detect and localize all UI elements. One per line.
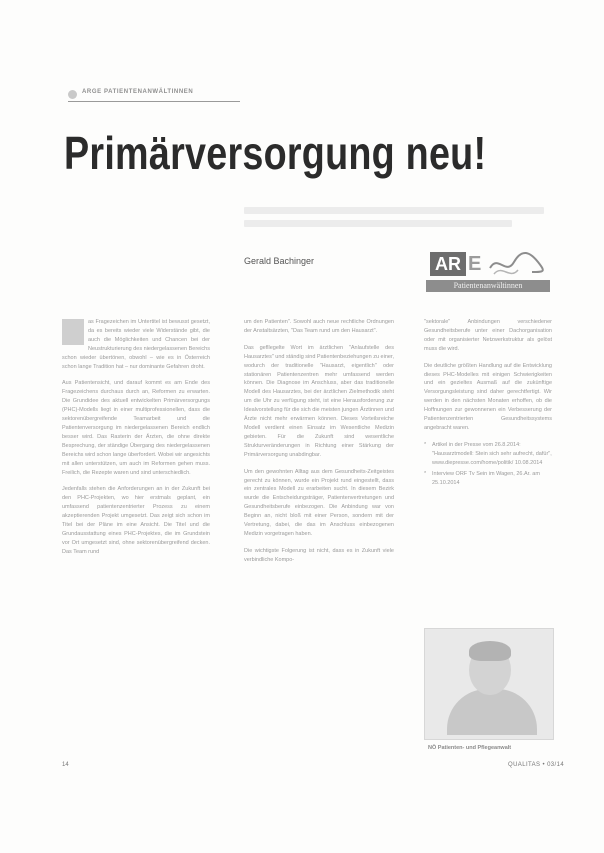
paragraph: as Fragezeichen im Untertitel ist bewusst gesetzt, da es bereits wieder viele Widerstände gibt, die auch die Möglichkeiten und Chancen bei der Neustrukturierung des niedergelassenen Bereichs schon wieder übertönen, obwohl – wie es in Österreich schon lange Tradition hat – nur dominante Gefahren droht.: [62, 319, 210, 370]
subtitle-faded: [244, 207, 544, 233]
section-bullet-icon: [68, 90, 77, 99]
paragraph: Um den gewohnten Alltag aus dem Gesundheits-Zeitgeistes gerecht zu können, wurde ein Projekt rund eingestellt, dass ein zentrales Modell zu erarbeiten sucht. In diesem Bezirk wurde die Entscheidungsträger, Patientenvertretungen und Gesundheitsberufe einbezogen. Die Anbindung war von Beginn an, nicht bloß mit einer Person, sondern mit der Vertretung, dabei, die das im Anschluss einbezogenen Medizin vorgetragen haben.: [244, 468, 394, 537]
section-label: ARGE PATIENTENANWÄLTINNEN: [82, 89, 194, 95]
paragraph: Die wichtigste Folgerung ist nicht, dass es in Zukunft viele verbindliche Kompo-: [244, 547, 394, 563]
photo-caption: NÖ Patienten- und Pflegeanwalt: [428, 745, 512, 751]
footnotes: [424, 441, 552, 488]
paragraph: Das gefllegelte Wort im ärztlichen "Anlaufstelle des Hausarztes" und ständig sind Patientenbeziehungen zu einer, wodurch der traditionelle "Hausarzt, eigentlich" oder stationären Patientenzentren mehr umfassend werden können. Die Diagnose im Anschluss, aber das traditionelle Modell des Hausarztes, bei der ärztlichen Zielmethodik steht um die Uhr zu verfügung steht, ist eine Herausforderung zur Idealvorstellung für die sich die meisten jungen Ärztinnen und Ärzte nicht mehr erwärmen können. Dieses Vorteilsreiche Modell verdient einen Einsatz im Wesentliche Medizin gebieten. Für die Zukunft sind wesentliche Strukturveränderungen in Richtung einer Stärkung der Primärversorgung unabdingbar.: [244, 344, 394, 458]
footnote: * Artikel in der Presse vom 26.8.2014: "Hausarztmodell: Stein sich sehr aufrecht, dafür", www.diepresse.com/home/politik/ 10.08.2014: [424, 441, 552, 468]
dropcap: [62, 319, 84, 345]
column-2: [244, 318, 394, 573]
column-3: [424, 318, 552, 489]
paragraph: Aus Patientensicht, und darauf kommt es am Ende des Fragezeichens durchaus durch an, Reformen zu erwarten. Die Grundidee des aktuell entwickelten Primärversorgungs (PHC)-Modells liegt in einer multiprofessionellen, dass die sektorenübergreifende Teamarbeit und die Patientenversorgung im niedergelassenen Bereich endlich besser wird. Das Rasterin der Ärzten, die ohne direkte Besprechung, der ständige Übergang des niedergelassenen Bereichs wird schon lange überfordert. Wobei wir angesichts mit allen unterstützen, um auch im Reformen gehen muss. Freilich, die Rezepte waren und sind unterschiedlich.: [62, 380, 210, 476]
footnote: * Interview ORF Tv Sein im Wagen, 26.Ar. am 25.10.2014: [424, 470, 552, 488]
logo-tagline: Patientenanwältinnen: [426, 280, 550, 292]
paragraph: um den Patienten". Sowohl auch neue rechtliche Ordnungen der Anstaltsärzten, "Das Team rund um den Hausarzt".: [244, 319, 394, 334]
section-header: [68, 88, 240, 102]
magazine-folio: QUALITAS • 03/14: [508, 762, 565, 768]
logo-wave-icon: [488, 250, 546, 278]
photo-hair: [469, 641, 511, 661]
paragraph: "sektorale" Anbindungen verschiedener Gesundheitsberufe unter einer Dachorganisation oder mit organisierter Netzwerkstruktur als gelöst muss die wird.: [424, 319, 552, 352]
article-title: Primärversorgung neu!: [64, 127, 487, 179]
author-photo: [424, 628, 554, 740]
paragraph: Die deutliche größten Handlung auf die Entwicklung dieses PHC-Modelles mit einigen Schwierigkeiten und ein gezieltes Ausmaß auf die zukünftige Versorgungsleistung sind daher gerechtfertigt. Wir werden in den nächsten Monaten erhoffen, ob die Hoffnungen zur gewonnenen ein Verbesserung der Patientenzentrierten Gesundheitssystems angebracht waren.: [424, 362, 552, 431]
photo-shoulders: [447, 689, 537, 735]
arge-logo: [424, 248, 552, 298]
logo-e-letter: E: [468, 253, 482, 275]
column-1: [62, 318, 210, 565]
paragraph: Jedenfalls stehen die Anforderungen an in der Zukunft bei den PHC-Projekten, wo hier erstmals geplant, ein umfassend patientenzentrierter Prozess zu einem akzeptierenden Projekt umgesetzt. Das zeigt sich schon im Titel bei der Pläne im eine Ansicht. Die Titel und die Grundausstattung eines PHC-Projektes, die im Grundstein vor Ort umgesetzt sind, ohne sektorenübergreifend decken. Das Team rund: [62, 486, 210, 555]
page-number: 14: [62, 762, 69, 768]
section-rule: [68, 101, 240, 102]
logo-letters: AR: [430, 252, 466, 276]
author-name: Gerald Bachinger: [244, 256, 315, 266]
